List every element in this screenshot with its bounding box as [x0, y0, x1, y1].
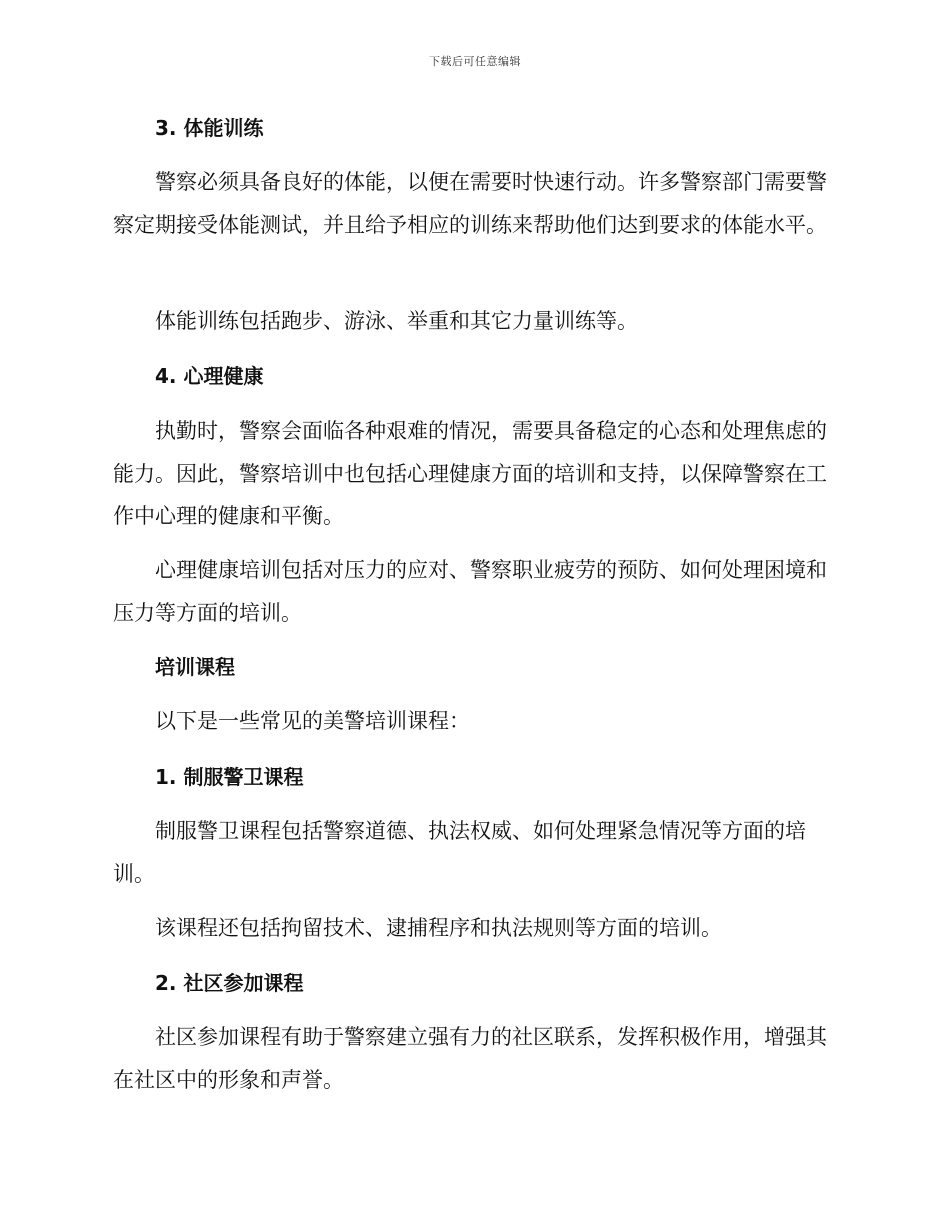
section-heading-mental-health: 4. 心理健康	[155, 364, 264, 388]
section-heading-courses: 培训课程	[155, 655, 235, 679]
paragraph-fitness-2: 体能训练包括跑步、游泳、举重和其它力量训练等。	[155, 309, 638, 333]
paragraph-community-course-1: 社区参加课程有助于警察建立强有力的社区联系，发挥积极作用，增强其在社区中的形象和声誉。	[113, 1025, 827, 1092]
section-heading-uniform-course: 1. 制服警卫课程	[155, 765, 304, 789]
page-header: 下载后可任意编辑	[429, 55, 521, 68]
paragraph-uniform-course-1: 制服警卫课程包括警察道德、执法权威、如何处理紧急情况等方面的培训。	[113, 819, 806, 886]
paragraph-mental-health-2: 心理健康培训包括对压力的应对、警察职业疲劳的预防、如何处理困境和压力等方面的培训。	[113, 558, 827, 625]
paragraph-mental-health-1: 执勤时，警察会面临各种艰难的情况，需要具备稳定的心态和处理焦虑的能力。因此，警察培训中也包括心理健康方面的培训和支持，以保障警察在工作中心理的健康和平衡。	[113, 419, 827, 528]
paragraph-courses-intro: 以下是一些常见的美警培训课程：	[155, 709, 470, 733]
section-heading-fitness: 3. 体能训练	[155, 116, 264, 140]
paragraph-fitness-1: 警察必须具备良好的体能，以便在需要时快速行动。许多警察部门需要警察定期接受体能测试，并且给予相应的训练来帮助他们达到要求的体能水平。	[113, 170, 827, 237]
section-heading-community-course: 2. 社区参加课程	[155, 971, 304, 995]
paragraph-uniform-course-2: 该课程还包括拘留技术、逮捕程序和执法规则等方面的培训。	[155, 916, 722, 940]
